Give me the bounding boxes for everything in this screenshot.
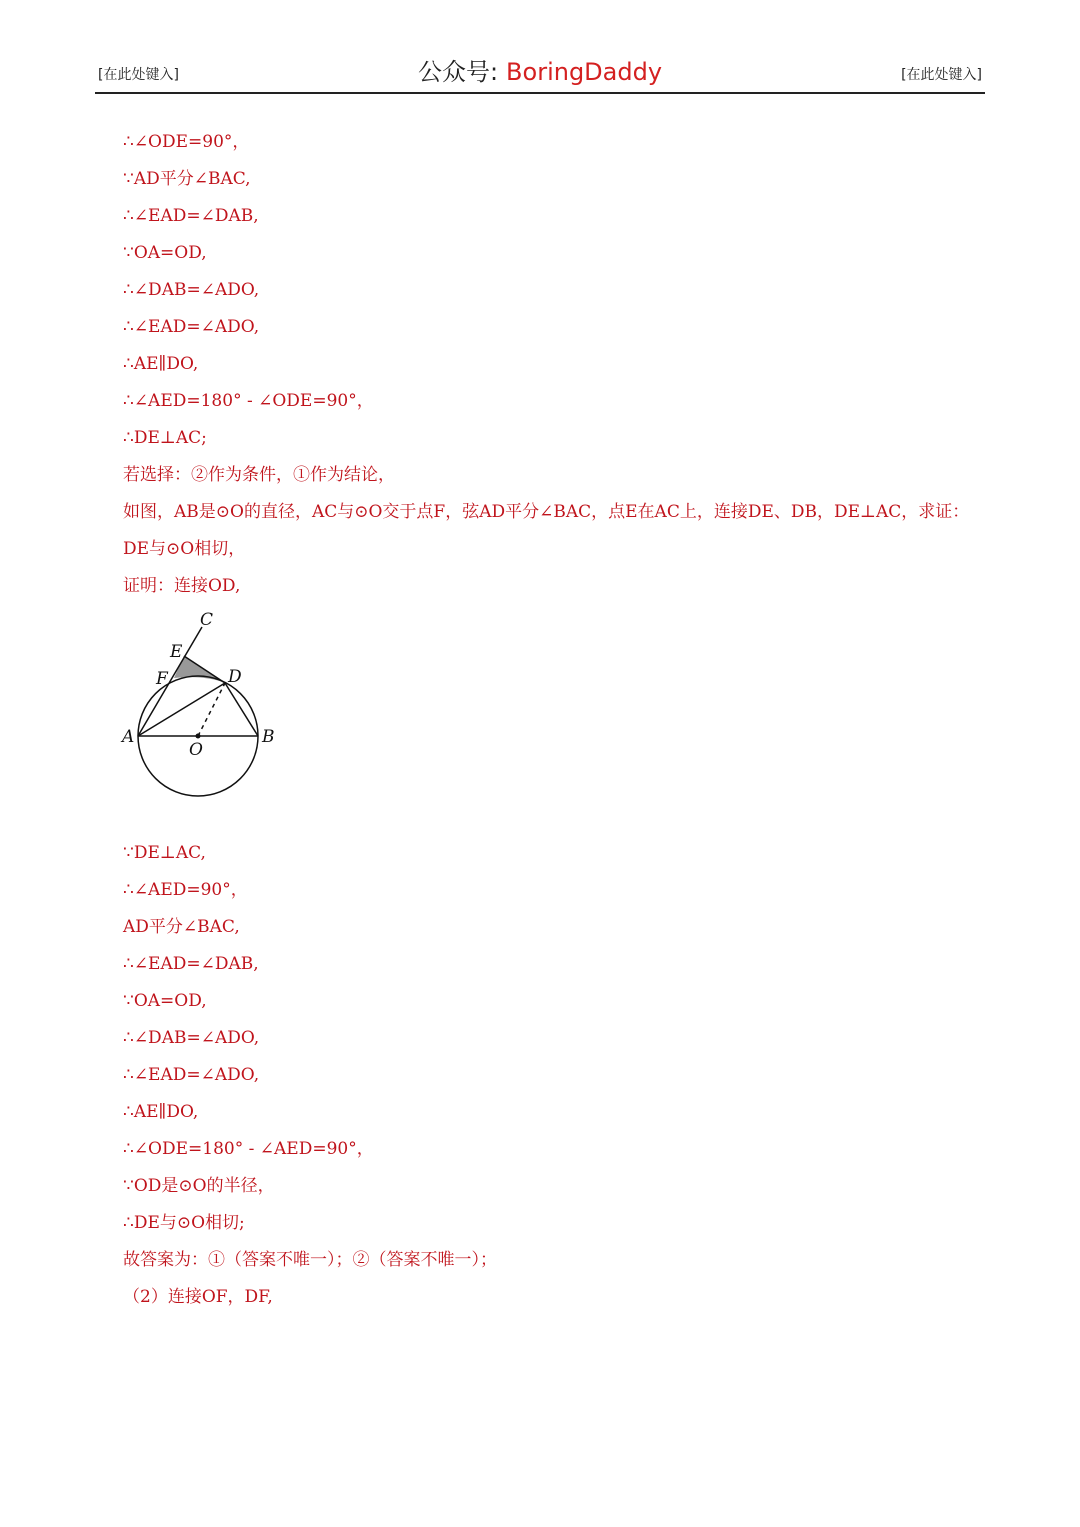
text-line: ∴AE∥DO, <box>123 354 199 374</box>
label-f: F <box>156 669 168 689</box>
label-o: O <box>189 740 203 760</box>
text-line: 证明：连接OD, <box>123 576 241 596</box>
text-line: ∴∠AED=180° - ∠ODE=90°， <box>123 391 374 411</box>
text-line: ∴∠EAD=∠DAB, <box>123 206 259 226</box>
text-line: ∴∠ODE=90°， <box>123 132 250 152</box>
text-line: ∵OA=OD, <box>123 991 207 1011</box>
header-brand: BoringDaddy <box>506 58 663 86</box>
text-line: ∴∠ODE=180° - ∠AED=90°， <box>123 1139 374 1159</box>
geometry-figure <box>120 605 285 800</box>
text-line: ∵OA=OD, <box>123 243 207 263</box>
text-line: 故答案为：①（答案不唯一）；②（答案不唯一）； <box>123 1250 497 1270</box>
center-point <box>196 734 201 739</box>
label-e: E <box>170 642 183 662</box>
problem-statement: 如图，AB是⊙O的直径，AC与⊙O交于点F，弦AD平分∠BAC，点E在AC上，连接DE、DB，DE⊥AC，求证：DE与⊙O相切， <box>123 502 970 559</box>
circle-diagram <box>120 605 285 800</box>
label-c: C <box>200 610 214 630</box>
text-line: ∴∠EAD=∠ADO, <box>123 317 260 337</box>
text-line: ∴AE∥DO, <box>123 1102 199 1122</box>
text-line: ∴∠AED=90°， <box>123 880 248 900</box>
text-line: 若选择：②作为条件，①作为结论， <box>123 465 395 485</box>
header-right-placeholder: [在此处键入] <box>901 67 982 83</box>
segment-ad <box>138 683 225 736</box>
text-line: （2）连接OF，DF, <box>123 1287 273 1307</box>
text-line: ∴∠DAB=∠ADO, <box>123 1028 260 1048</box>
label-b: B <box>262 727 275 747</box>
text-line: ∴∠EAD=∠DAB, <box>123 954 259 974</box>
label-d: D <box>228 667 242 687</box>
text-line: AD平分∠BAC, <box>123 917 240 937</box>
text-line: ∵OD是⊙O的半径， <box>123 1176 275 1196</box>
text-line: ∴DE⊥AC; <box>123 428 207 448</box>
text-line: ∴DE与⊙O相切; <box>123 1213 245 1233</box>
text-line: ∵DE⊥AC, <box>123 843 206 863</box>
text-line: ∵AD平分∠BAC, <box>123 169 251 189</box>
text-line: ∴∠DAB=∠ADO, <box>123 280 260 300</box>
label-a: A <box>122 727 135 747</box>
segment-db <box>225 683 258 736</box>
page-header <box>95 50 985 94</box>
text-line: ∴∠EAD=∠ADO, <box>123 1065 260 1085</box>
header-left-placeholder: [在此处键入] <box>98 67 179 83</box>
header-title-prefix: 公众号: <box>417 58 499 86</box>
header-title <box>95 52 985 87</box>
